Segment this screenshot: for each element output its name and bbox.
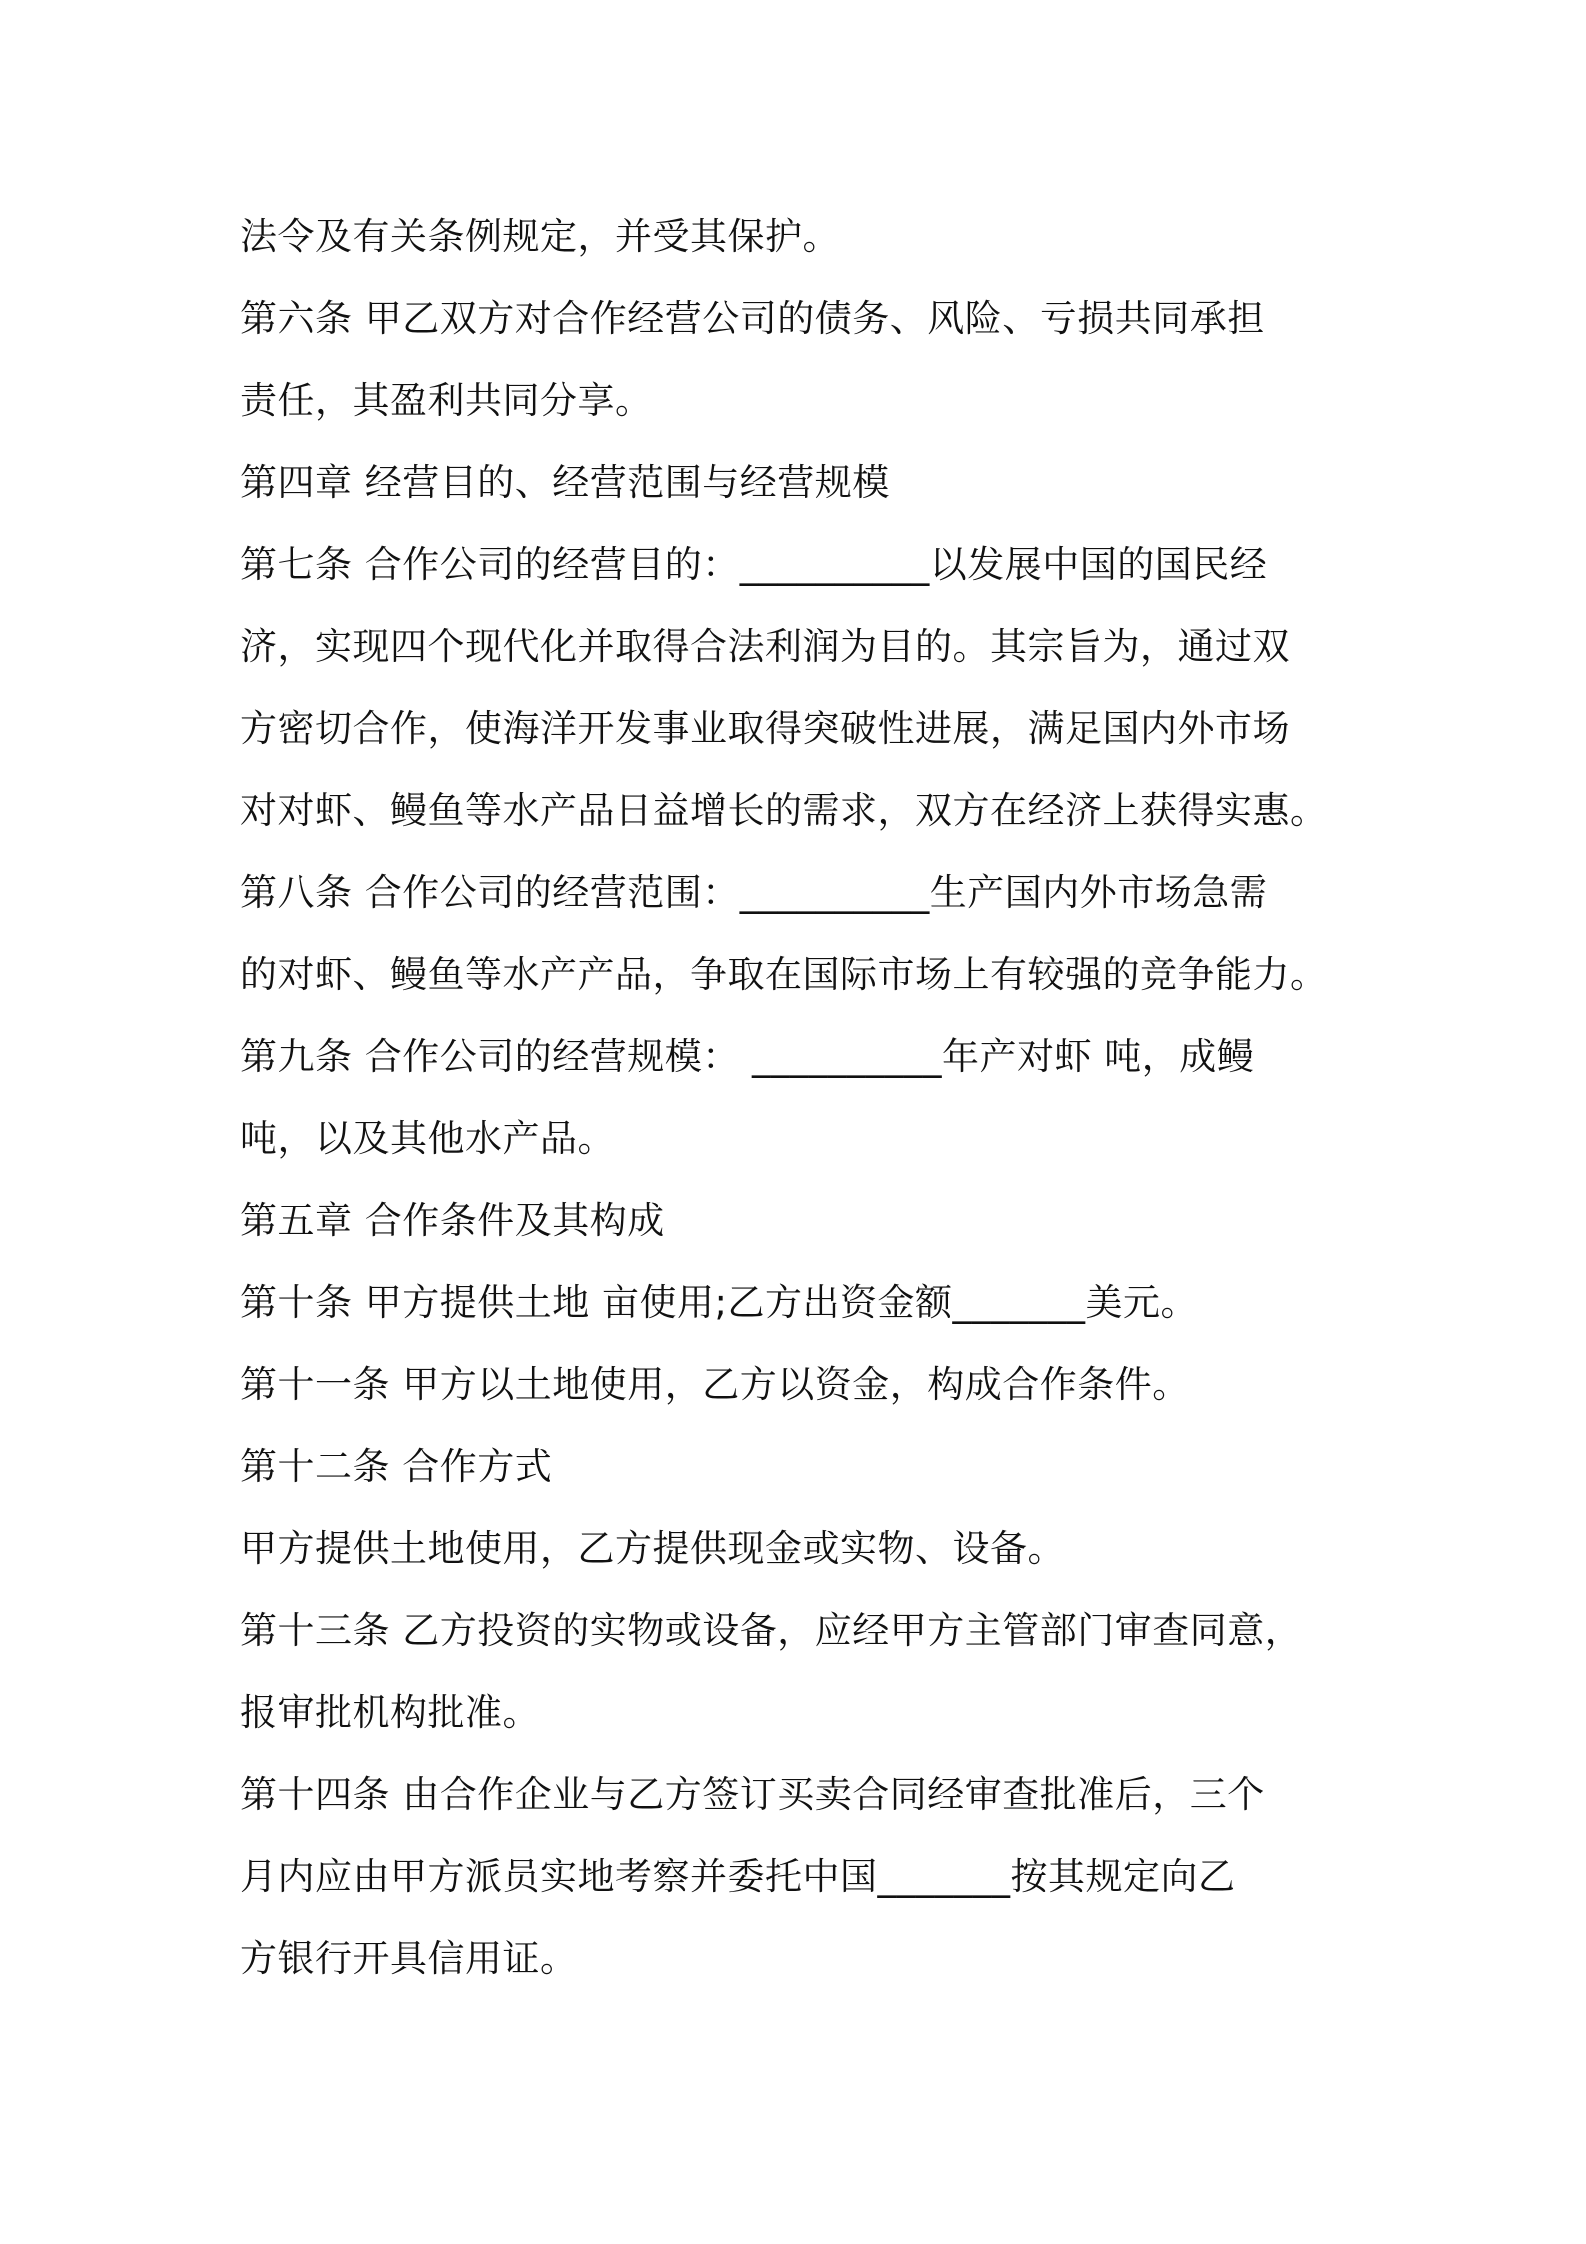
text-line: 第七条 合作公司的经营目的：__________以发展中国的国民经 xyxy=(240,543,1268,586)
text-line: 第十二条 合作方式 xyxy=(240,1445,553,1488)
text-line: 吨，以及其他水产品。 xyxy=(240,1117,615,1160)
text-line: 第十三条 乙方投资的实物或设备，应经甲方主管部门审查同意， xyxy=(240,1609,1303,1652)
text-line: 济，实现四个现代化并取得合法利润为目的。其宗旨为，通过双 xyxy=(240,625,1290,668)
text-line: 法令及有关条例规定，并受其保护。 xyxy=(240,215,840,258)
text-line: 的对虾、鳗鱼等水产产品，争取在国际市场上有较强的竞争能力。 xyxy=(240,953,1328,996)
text-line: 第十条 甲方提供土地 亩使用;乙方出资金额_______美元。 xyxy=(240,1281,1198,1324)
text-line: 方密切合作，使海洋开发事业取得突破性进展，满足国内外市场 xyxy=(240,707,1290,750)
text-line: 方银行开具信用证。 xyxy=(240,1937,578,1980)
text-line: 第五章 合作条件及其构成 xyxy=(240,1199,665,1242)
text-line: 第九条 合作公司的经营规模： __________年产对虾 吨，成鳗 xyxy=(240,1035,1255,1078)
text-line: 月内应由甲方派员实地考察并委托中国_______按其规定向乙 xyxy=(240,1855,1236,1898)
text-line: 第十一条 甲方以土地使用，乙方以资金，构成合作条件。 xyxy=(240,1363,1190,1406)
text-line: 对对虾、鳗鱼等水产品日益增长的需求，双方在经济上获得实惠。 xyxy=(240,789,1328,832)
text-line: 第四章 经营目的、经营范围与经营规模 xyxy=(240,461,890,504)
text-line: 甲方提供土地使用，乙方提供现金或实物、设备。 xyxy=(240,1527,1065,1570)
text-line: 报审批机构批准。 xyxy=(240,1691,540,1734)
text-line: 第六条 甲乙双方对合作经营公司的债务、风险、亏损共同承担 xyxy=(240,297,1265,340)
text-line: 责任，其盈利共同分享。 xyxy=(240,379,653,422)
text-line: 第十四条 由合作企业与乙方签订买卖合同经审查批准后，三个 xyxy=(240,1773,1265,1816)
text-line: 第八条 合作公司的经营范围：__________生产国内外市场急需 xyxy=(240,871,1268,914)
document-body xyxy=(240,196,1360,2000)
